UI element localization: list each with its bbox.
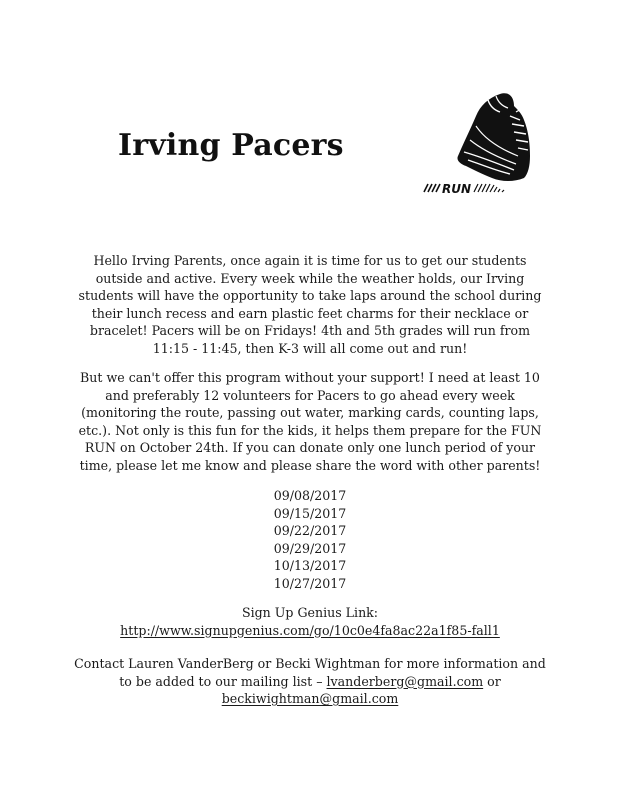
volunteer-line: But we can't offer this program without your support! I need at least 10 [80,370,540,385]
intro-line: their lunch recess and earn plastic feet charms for their necklace or [91,305,529,321]
date-item: 10/27/2017 [273,575,347,591]
run-logo [418,86,540,204]
volunteer-line: and preferably 12 volunteers for Pacers to go ahead every week [105,387,515,403]
email-link-beckiwightman[interactable]: beckiwightman@gmail.com [221,691,399,706]
intro-line: students will have the opportunity to take laps around the school during [78,288,542,303]
volunteer-line: RUN on October 24th. If you can donate only one lunch period of your [84,440,536,455]
intro-line: 11:15 - 11:45, then K-3 will all come out and run! [152,340,468,356]
intro-paragraph [60,252,560,357]
volunteer-line: time, please let me know and please share the word with other parents! [79,457,541,473]
contact-suffix: or [483,673,501,689]
contact-line: Contact Lauren VanderBerg or Becki Wightman for more information and [74,656,546,671]
email-link-lvanderberg[interactable]: lvanderberg@gmail.com [326,673,484,689]
volunteer-paragraph [60,369,560,474]
contact-section [60,655,560,708]
contact-prefix: to be added to our mailing list – [119,673,327,689]
intro-line: Hello Irving Parents, once again it is time for us to get our students [93,253,527,268]
signup-link[interactable]: http://www.signupgenius.com/go/10c0e4fa8ac22a1f85-fall1 [120,622,500,638]
page-title: Irving Pacers [118,128,344,163]
volunteer-line: etc.). Not only is this fun for the kids, it helps them prepare for the FUN [78,422,542,438]
contact-line-2 [60,673,560,691]
dates-list [60,487,560,592]
svg-text:RUN: RUN [442,182,472,196]
date-item: 09/29/2017 [273,540,347,556]
date-item: 09/15/2017 [273,505,347,521]
intro-line: outside and active. Every week while the weather holds, our Irving [95,270,525,286]
signup-label: Sign Up Genius Link: [241,605,379,620]
intro-line: bracelet! Pacers will be on Fridays! 4th and 5th grades will run from [89,323,531,338]
date-item: 09/08/2017 [273,488,347,503]
volunteer-line: (monitoring the route, passing out water, marking cards, counting laps, [81,405,539,420]
date-item: 09/22/2017 [273,523,347,538]
running-shoe-icon [418,86,540,204]
signup-section [60,604,560,639]
date-item: 10/13/2017 [273,558,347,573]
